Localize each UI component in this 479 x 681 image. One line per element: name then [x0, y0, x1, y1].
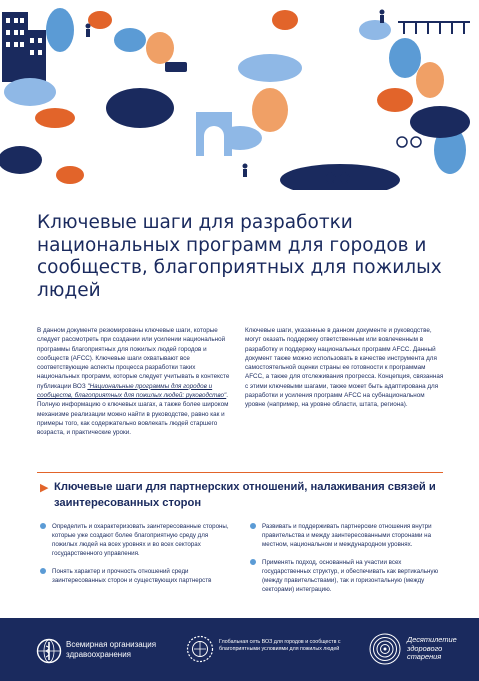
- bullet-dot-icon: [40, 523, 46, 529]
- network-name: Глобальная сеть ВОЗ для городов и сообществ с благоприятными условиями для пожилых людей: [219, 639, 341, 652]
- list-item: [40, 522, 235, 558]
- list-item-text: Понять характер и прочность отношений среди заинтересованных сторон и существующих партнерств: [52, 568, 212, 584]
- decade-name: Десятилетие здорового старения: [407, 635, 457, 662]
- decade-logo-block: [368, 630, 468, 670]
- network-globe-icon: [186, 635, 214, 663]
- intro-right-paragraph: Ключевые шаги, указанные в данном документе и руководстве, могут оказать поддержку ответственным или вовлеченным в разработку и поддержку национальных программ AFCC. Данный документ также можно использовать в качестве инструмента для самостоятельной оценки страны ее готовности к программам AFCC, а также для отслеживания прогресса. Концепция, связанная с этими ключевыми шагами, также может быть адаптирована для разработки и усиления программ AFCC на субнациональном уровне (например, на уровне области, штата, региона).: [245, 327, 444, 409]
- intro-left-text-start: В данном документе резюмированы ключевые шаги, которые следует рассмотреть при создании или усилении национальной программы благоприятных для пожилых людей городов и сообществ (AFCC). Ключевые шаги охватывают все соответствующие аспекты процесса разработки таких национальных программ, которые следует учитывать в контексте публикации ВОЗ: [37, 327, 230, 390]
- arch-building: [196, 112, 232, 156]
- network-logo-block: [186, 635, 356, 667]
- section-marker-icon: ▶: [40, 482, 49, 494]
- bullet-list-left: [40, 522, 235, 594]
- bullet-list-right: [250, 522, 445, 603]
- list-item: [40, 567, 235, 585]
- list-item-text: Применять подход, основанный на участии всех государственных структур, и обеспечивать как вертикальную (между правительствами), так и горизонтальную (между секторами) интеграцию.: [262, 559, 439, 593]
- footer-bar: [0, 618, 479, 681]
- who-name: Всемирная организация здравоохранения: [66, 640, 157, 659]
- list-item: [250, 522, 445, 549]
- bus: [165, 62, 187, 72]
- bullet-dot-icon: [250, 559, 256, 565]
- list-item: [250, 558, 445, 594]
- bullet-dot-icon: [250, 523, 256, 529]
- bridge: [398, 22, 470, 34]
- intro-left-paragraph: [37, 326, 233, 438]
- orange-trees: [35, 10, 413, 184]
- document-title: Ключевые шаги для разработки национальных программ для городов и сообществ, благоприятных для пожилых людей: [37, 212, 442, 301]
- hero-illustration: [0, 0, 479, 190]
- bullet-dot-icon: [40, 568, 46, 574]
- who-emblem-icon: [36, 638, 62, 664]
- section-divider: [37, 472, 443, 473]
- list-item-text: Определить и охарактеризовать заинтересованные стороны, которые уже создают более благоприятную среду для пожилых людей на всех уровнях и во всех секторах государственного управления.: [52, 523, 229, 557]
- list-item-text: Развивать и поддерживать партнерские отношения внутри правительства и между заинтересованными сторонами на местном, национальном и международном уровнях.: [262, 523, 432, 548]
- intro-left-text-end: . Полную информацию о ключевых шагах, а также более широком механизме реализации можно найти в руководстве, равно как и примеры того, как содержательно вовлекать людей старшего возраста, и практические уроки.: [37, 392, 229, 437]
- who-logo-block: [36, 634, 206, 668]
- guide-link[interactable]: "Национальные программы для городов и сообществ, благоприятных для пожилых людей: руководство": [37, 382, 227, 400]
- section-heading: Ключевые шаги для партнерских отношений, налаживания связей и заинтересованных сторон: [54, 481, 436, 509]
- decade-spiral-icon: [368, 632, 402, 666]
